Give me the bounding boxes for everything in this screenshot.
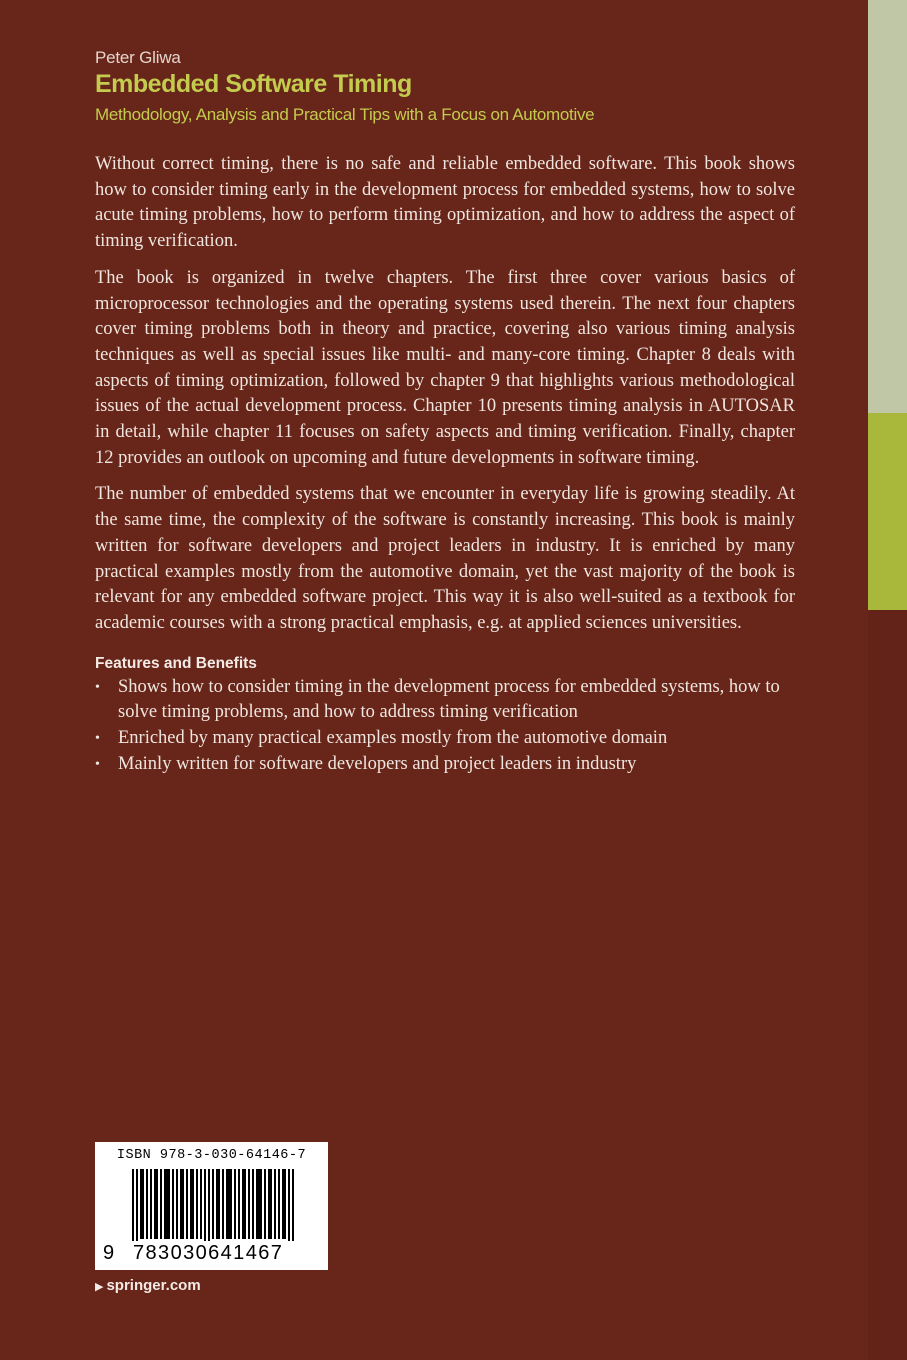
feature-item [95, 675, 795, 726]
features-heading: Features and Benefits [95, 654, 257, 672]
feature-item [95, 726, 795, 752]
bullet-icon: • [95, 731, 100, 747]
spine-lower-band [868, 610, 907, 1360]
features-list [95, 675, 795, 778]
barcode-bars [118, 1169, 306, 1241]
description-paragraph-1: Without correct timing, there is no safe and reliable embedded software. This book shows how to consider timing early in the development process for embedded systems, how to solve acute timing problems, how to perform timing optimization, and how to address the aspect of timing verification. [95, 154, 795, 252]
bullet-icon: • [95, 756, 100, 772]
bullet-icon: • [95, 679, 100, 695]
feature-text: Shows how to consider timing in the development process for embedded systems, how to solve timing problems, and how to address timing verification [118, 676, 780, 723]
publisher-link[interactable] [95, 1277, 201, 1294]
feature-item [95, 752, 795, 778]
book-subtitle: Methodology, Analysis and Practical Tips with a Focus on Automotive [95, 105, 595, 124]
description-paragraph-2: The book is organized in twelve chapters. The first three cover various basics of microprocessor technologies and the operating systems used therein. The next four chapters cover timing problems both in theory and practice, covering also various timing analysis techniques as well as special issues like multi- and many-core timing. Chapter 8 deals with aspects of timing optimization, followed by chapter 9 that highlights various methodological issues of the actual development process. Chapter 10 presents timing analysis in AUTOSAR in detail, while chapter 11 focuses on safety aspects and timing verification. Finally, chapter 12 provides an outlook on upcoming and future developments in software timing. [95, 267, 795, 468]
spine-upper-band [868, 0, 907, 413]
feature-text: Enriched by many practical examples mostly from the automotive domain [118, 728, 668, 749]
book-title: Embedded Software Timing [95, 70, 412, 98]
isbn-label: ISBN 978-3-030-64146-7 [116, 1148, 307, 1163]
feature-text: Mainly written for software developers and project leaders in industry [118, 753, 637, 774]
barcode-number: 783030641467 [133, 1242, 284, 1264]
arrow-right-icon: ▶ [95, 1281, 104, 1293]
author-name: Peter Gliwa [95, 48, 181, 67]
isbn-barcode [95, 1142, 328, 1270]
back-cover-content [95, 48, 795, 777]
description-paragraph-3: The number of embedded systems that we encounter in everyday life is growing steadily. At the same time, the complexity of the software is constantly increasing. This book is mainly written for software developers and project leaders in industry. It is enriched by many practical examples mostly from the automotive domain, yet the vast majority of the book is relevant for any embedded software project. This way it is also well-suited as a textbook for academic courses with a strong practical emphasis, e.g. at applied sciences universities. [95, 484, 795, 633]
publisher-website: springer.com [106, 1277, 201, 1294]
barcode-first-digit: 9 [103, 1242, 115, 1264]
